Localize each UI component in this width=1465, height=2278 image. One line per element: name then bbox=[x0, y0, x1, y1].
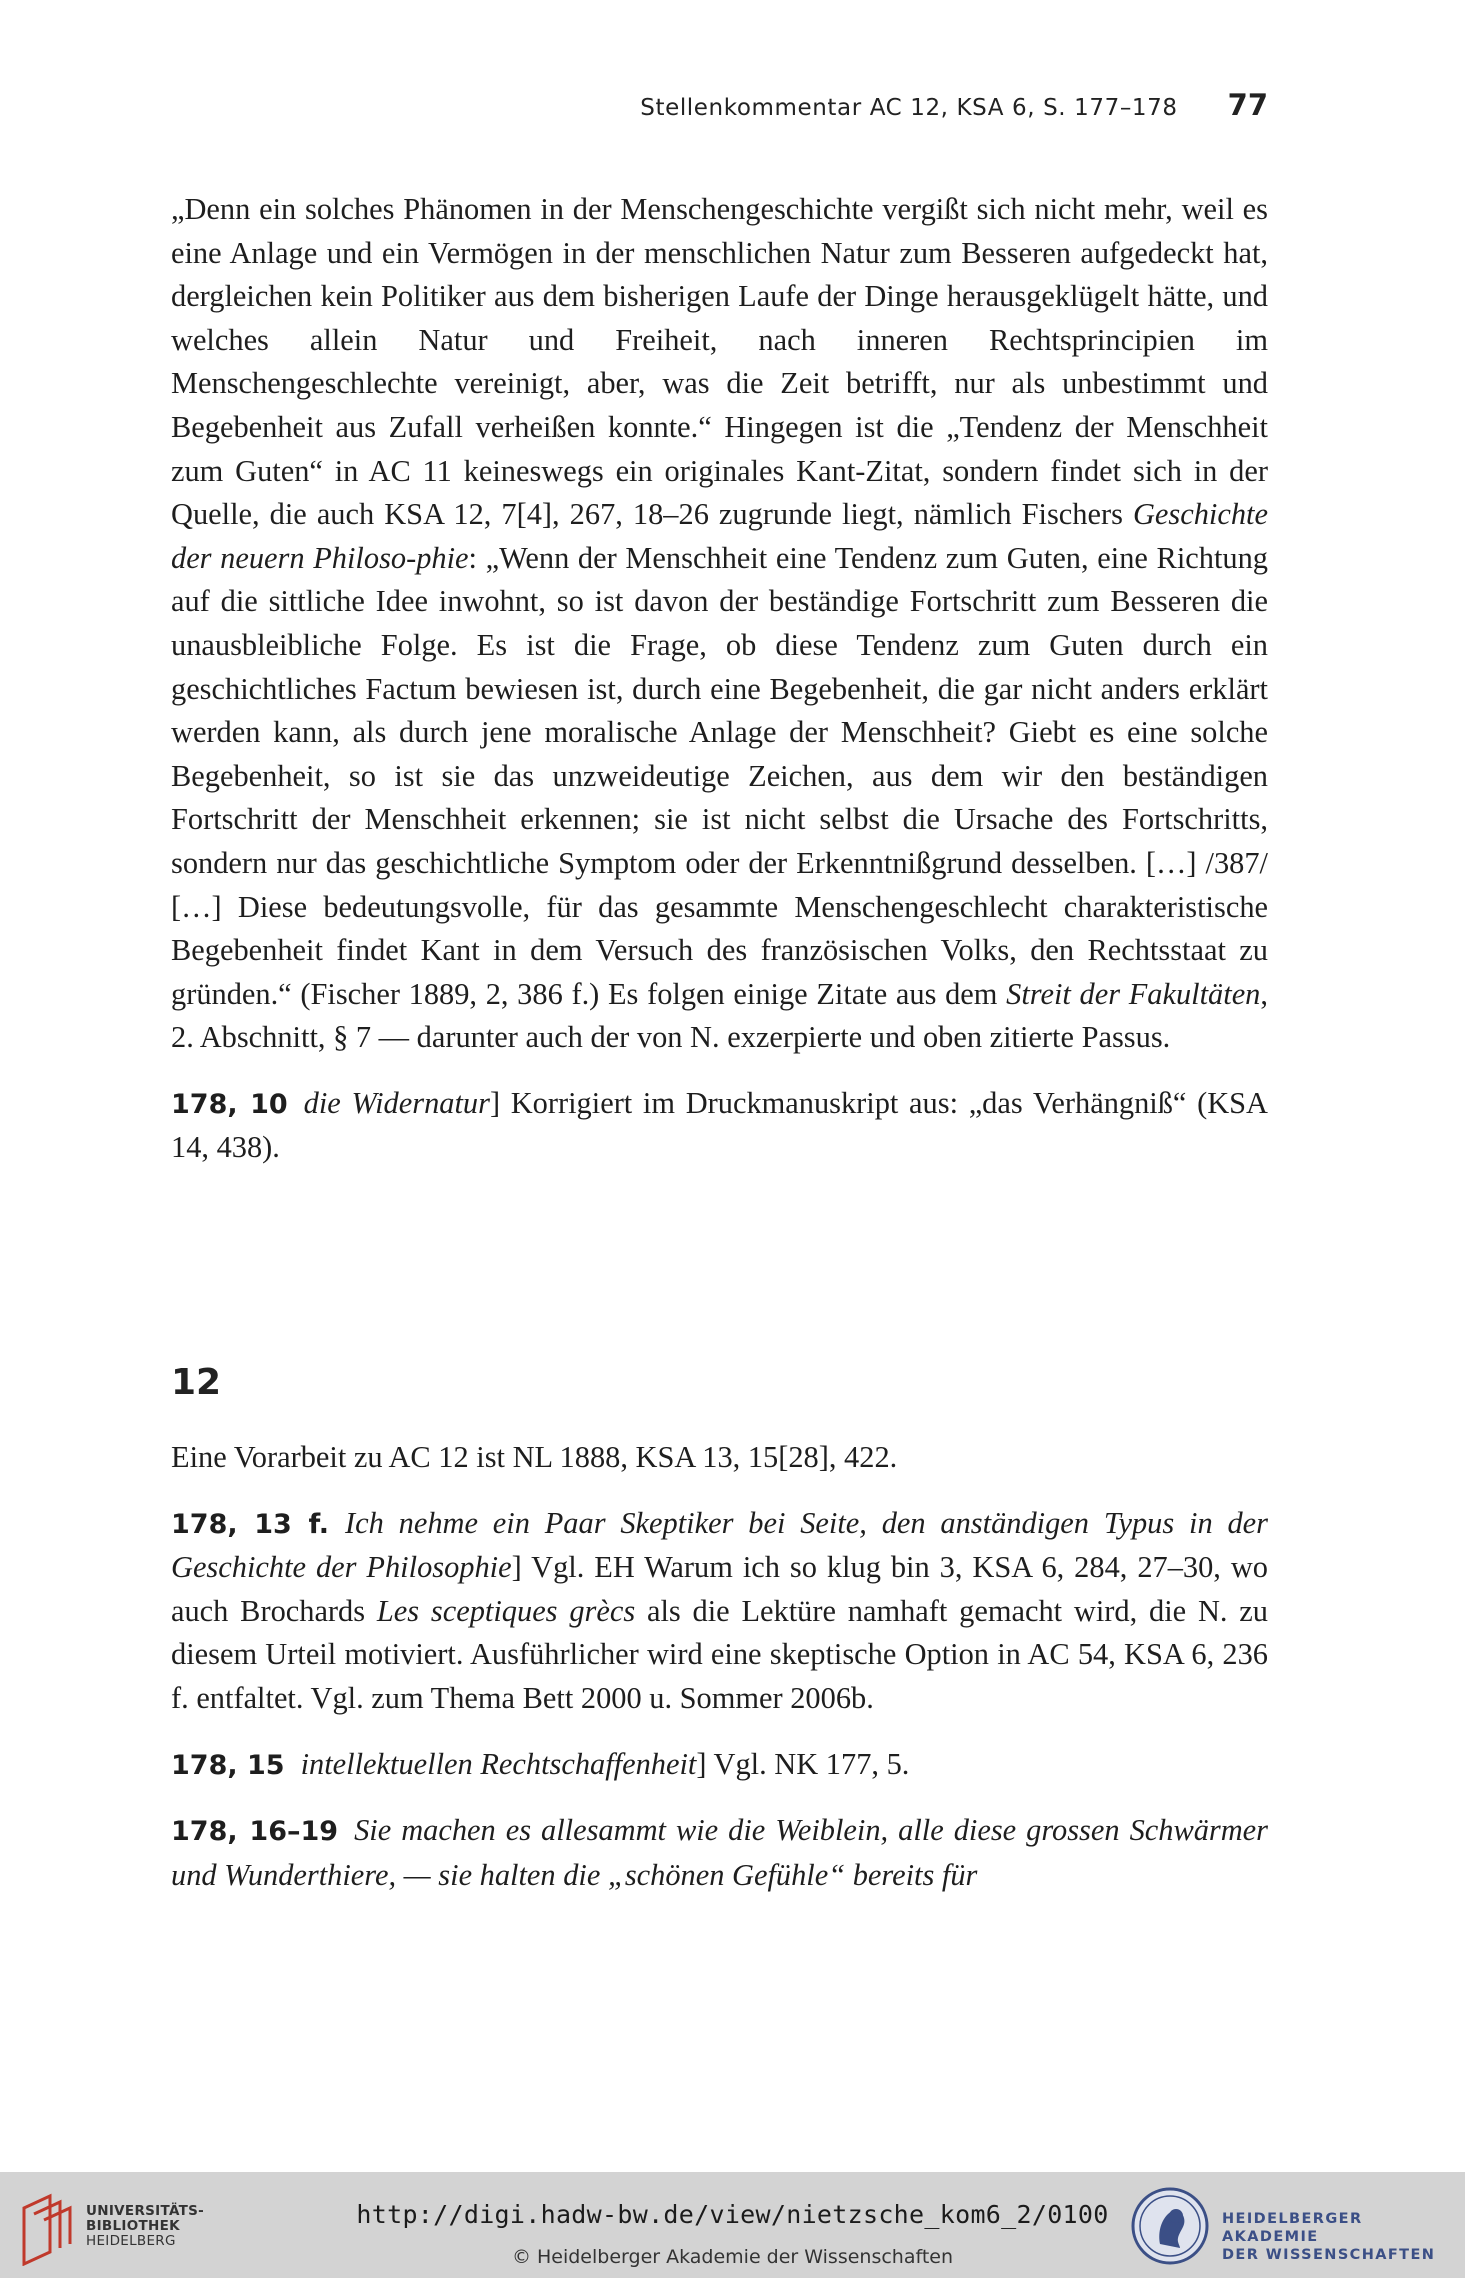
note-lemma: Ich nehme ein Paar Skeptiker bei Seite, den anständigen Typus in der Geschichte der Philosophie bbox=[171, 1505, 1268, 1585]
note-reference: 178, 10 bbox=[171, 1088, 288, 1120]
note-lemma: Sie machen es allesammt wie die Weiblein, alle diese grossen Schwärmer und Wunderthiere, — sie halten die „schönen Gefühle“ bereits für bbox=[171, 1813, 1269, 1892]
commentary-text-1: Hingegen ist die „Tendenz der Menschheit zum Guten“ in AC 11 keineswegs ein originales Kant-Zitat, sondern findet sich in der Quelle, die auch KSA 12, 7[4], 267, 18–26 zugrunde liegt, nämlich Fischers bbox=[171, 409, 1268, 532]
commentary-text-2: : „Wenn der Menschheit eine Tendenz zum Guten, eine Richtung auf die sittliche Idee inwohnt, so ist davon der beständige Fortschritt zum Besseren die unausbleibliche Folge. Es ist die Frage, ob diese Tendenz zum Guten durch ein geschichtliches Factum bewiesen ist, durch eine Begebenheit, die gar nicht anders erklärt werden kann, als durch jene moralische Anlage der Menschheit? Giebt es eine solche Begebenheit, so ist sie das unzweideutige Zeichen, aus dem wir den beständigen Fortschritt der Menschheit erkennen; sie ist nicht selbst die Ursache des Fortschritts, sondern nur das geschichtliche Symptom oder der Erkenntnißgrund desselben. […] /387/ […] Diese bedeutungsvolle, für das gesammte Menschengeschlecht charakteristische Begebenheit findet Kant in dem Versuch des französischen Volks, den Rechtsstaat zu gründen.“ (Fischer 1889, 2, 386 f.) Es folgen einige Zitate aus dem bbox=[171, 540, 1268, 1011]
academy-name-line1: HEIDELBERGER AKADEMIE bbox=[1222, 2211, 1363, 2245]
kant-quote-paragraph bbox=[171, 188, 1268, 1060]
note-lemma: die Widernatur bbox=[303, 1085, 490, 1120]
note-text: ] Vgl. EH Warum ich so klug bin 3, KSA 6, 284, 27–30, wo auch Brochards bbox=[171, 1550, 1268, 1628]
kant-quote: „Denn ein solches Phänomen in der Menschengeschichte vergißt sich nicht mehr, weil es eine Anlage und ein Vermögen in der menschlichen Natur zum Besseren aufgedeckt hat, dergleichen kein Politiker aus dem bisherigen Laufe der Dinge herausgeklügelt hätte, und welches allein Natur und Freiheit, nach inneren Rechtsprincipien im Menschengeschlechte vereinigt, aber, was die Zeit betrifft, nur als unbestimmt und Begebenheit aus Zufall verheißen konnte.“ bbox=[171, 192, 1268, 444]
running-title: Stellenkommentar AC 12, KSA 6, S. 177–178 bbox=[640, 95, 1178, 121]
note-text: ] Vgl. NK 177, 5. bbox=[696, 1746, 910, 1781]
book-title-fischer-a: Geschichte der neuern Philoso- bbox=[171, 497, 1268, 575]
commentary-block-top bbox=[171, 188, 1268, 1170]
note-178-10 bbox=[171, 1082, 1268, 1170]
note-reference: 178, 15 bbox=[171, 1749, 285, 1781]
note-text: als die Lektüre namhaft gemacht wird, die N. zu diesem Urteil motiviert. Ausführlicher wird eine skeptische Option in AC 54, KSA 6, 236 f. entfaltet. Vgl. zum Thema Bett 2000 u. Sommer 2006b. bbox=[171, 1593, 1268, 1715]
academy-name-line2: DER WISSENSCHAFTEN bbox=[1222, 2247, 1436, 2263]
section-number: 12 bbox=[171, 1362, 222, 1403]
book-title-brochard: Les sceptiques grècs bbox=[376, 1593, 636, 1628]
footer-bar bbox=[0, 2172, 1465, 2278]
commentary-text-3: , 2. Abschnitt, § 7 — darunter auch der von N. exzerpierte und oben zitierte Passus. bbox=[171, 976, 1268, 1055]
note-lemma: intellektuellen Rechtschaffenheit bbox=[300, 1746, 697, 1781]
note-reference: 178, 13 f. bbox=[171, 1508, 329, 1540]
copyright-notice: © Heidelberger Akademie der Wissenschaften bbox=[511, 2246, 954, 2268]
commentary-block-section-12 bbox=[171, 1436, 1268, 1897]
book-title-kant: Streit der Fakultäten bbox=[1006, 976, 1261, 1011]
academy-name bbox=[1222, 2210, 1465, 2264]
section-intro: Eine Vorarbeit zu AC 12 ist NL 1888, KSA 13, 15[28], 422. bbox=[171, 1440, 898, 1474]
note-178-13 bbox=[171, 1502, 1268, 1721]
note-178-15 bbox=[171, 1743, 1268, 1788]
source-url-link[interactable]: http://digi.hadw-bw.de/view/nietzsche_kom6_2/0100 bbox=[356, 2200, 1109, 2229]
note-reference: 178, 16–19 bbox=[171, 1816, 339, 1848]
book-title-fischer-b: phie bbox=[416, 540, 469, 575]
library-name-line3: HEIDELBERG bbox=[86, 2233, 176, 2249]
academy-seal-icon[interactable] bbox=[1130, 2186, 1210, 2266]
page-number: 77 bbox=[1227, 88, 1268, 122]
running-head bbox=[171, 88, 1268, 122]
note-text: ] Korrigiert im Druckmanuskript aus: „das Verhängniß“ (KSA 14, 438). bbox=[171, 1085, 1268, 1165]
library-name-line2: BIBLIOTHEK bbox=[86, 2218, 180, 2234]
library-name-line1: UNIVERSITÄTS- bbox=[86, 2203, 205, 2219]
note-178-16 bbox=[171, 1809, 1268, 1897]
